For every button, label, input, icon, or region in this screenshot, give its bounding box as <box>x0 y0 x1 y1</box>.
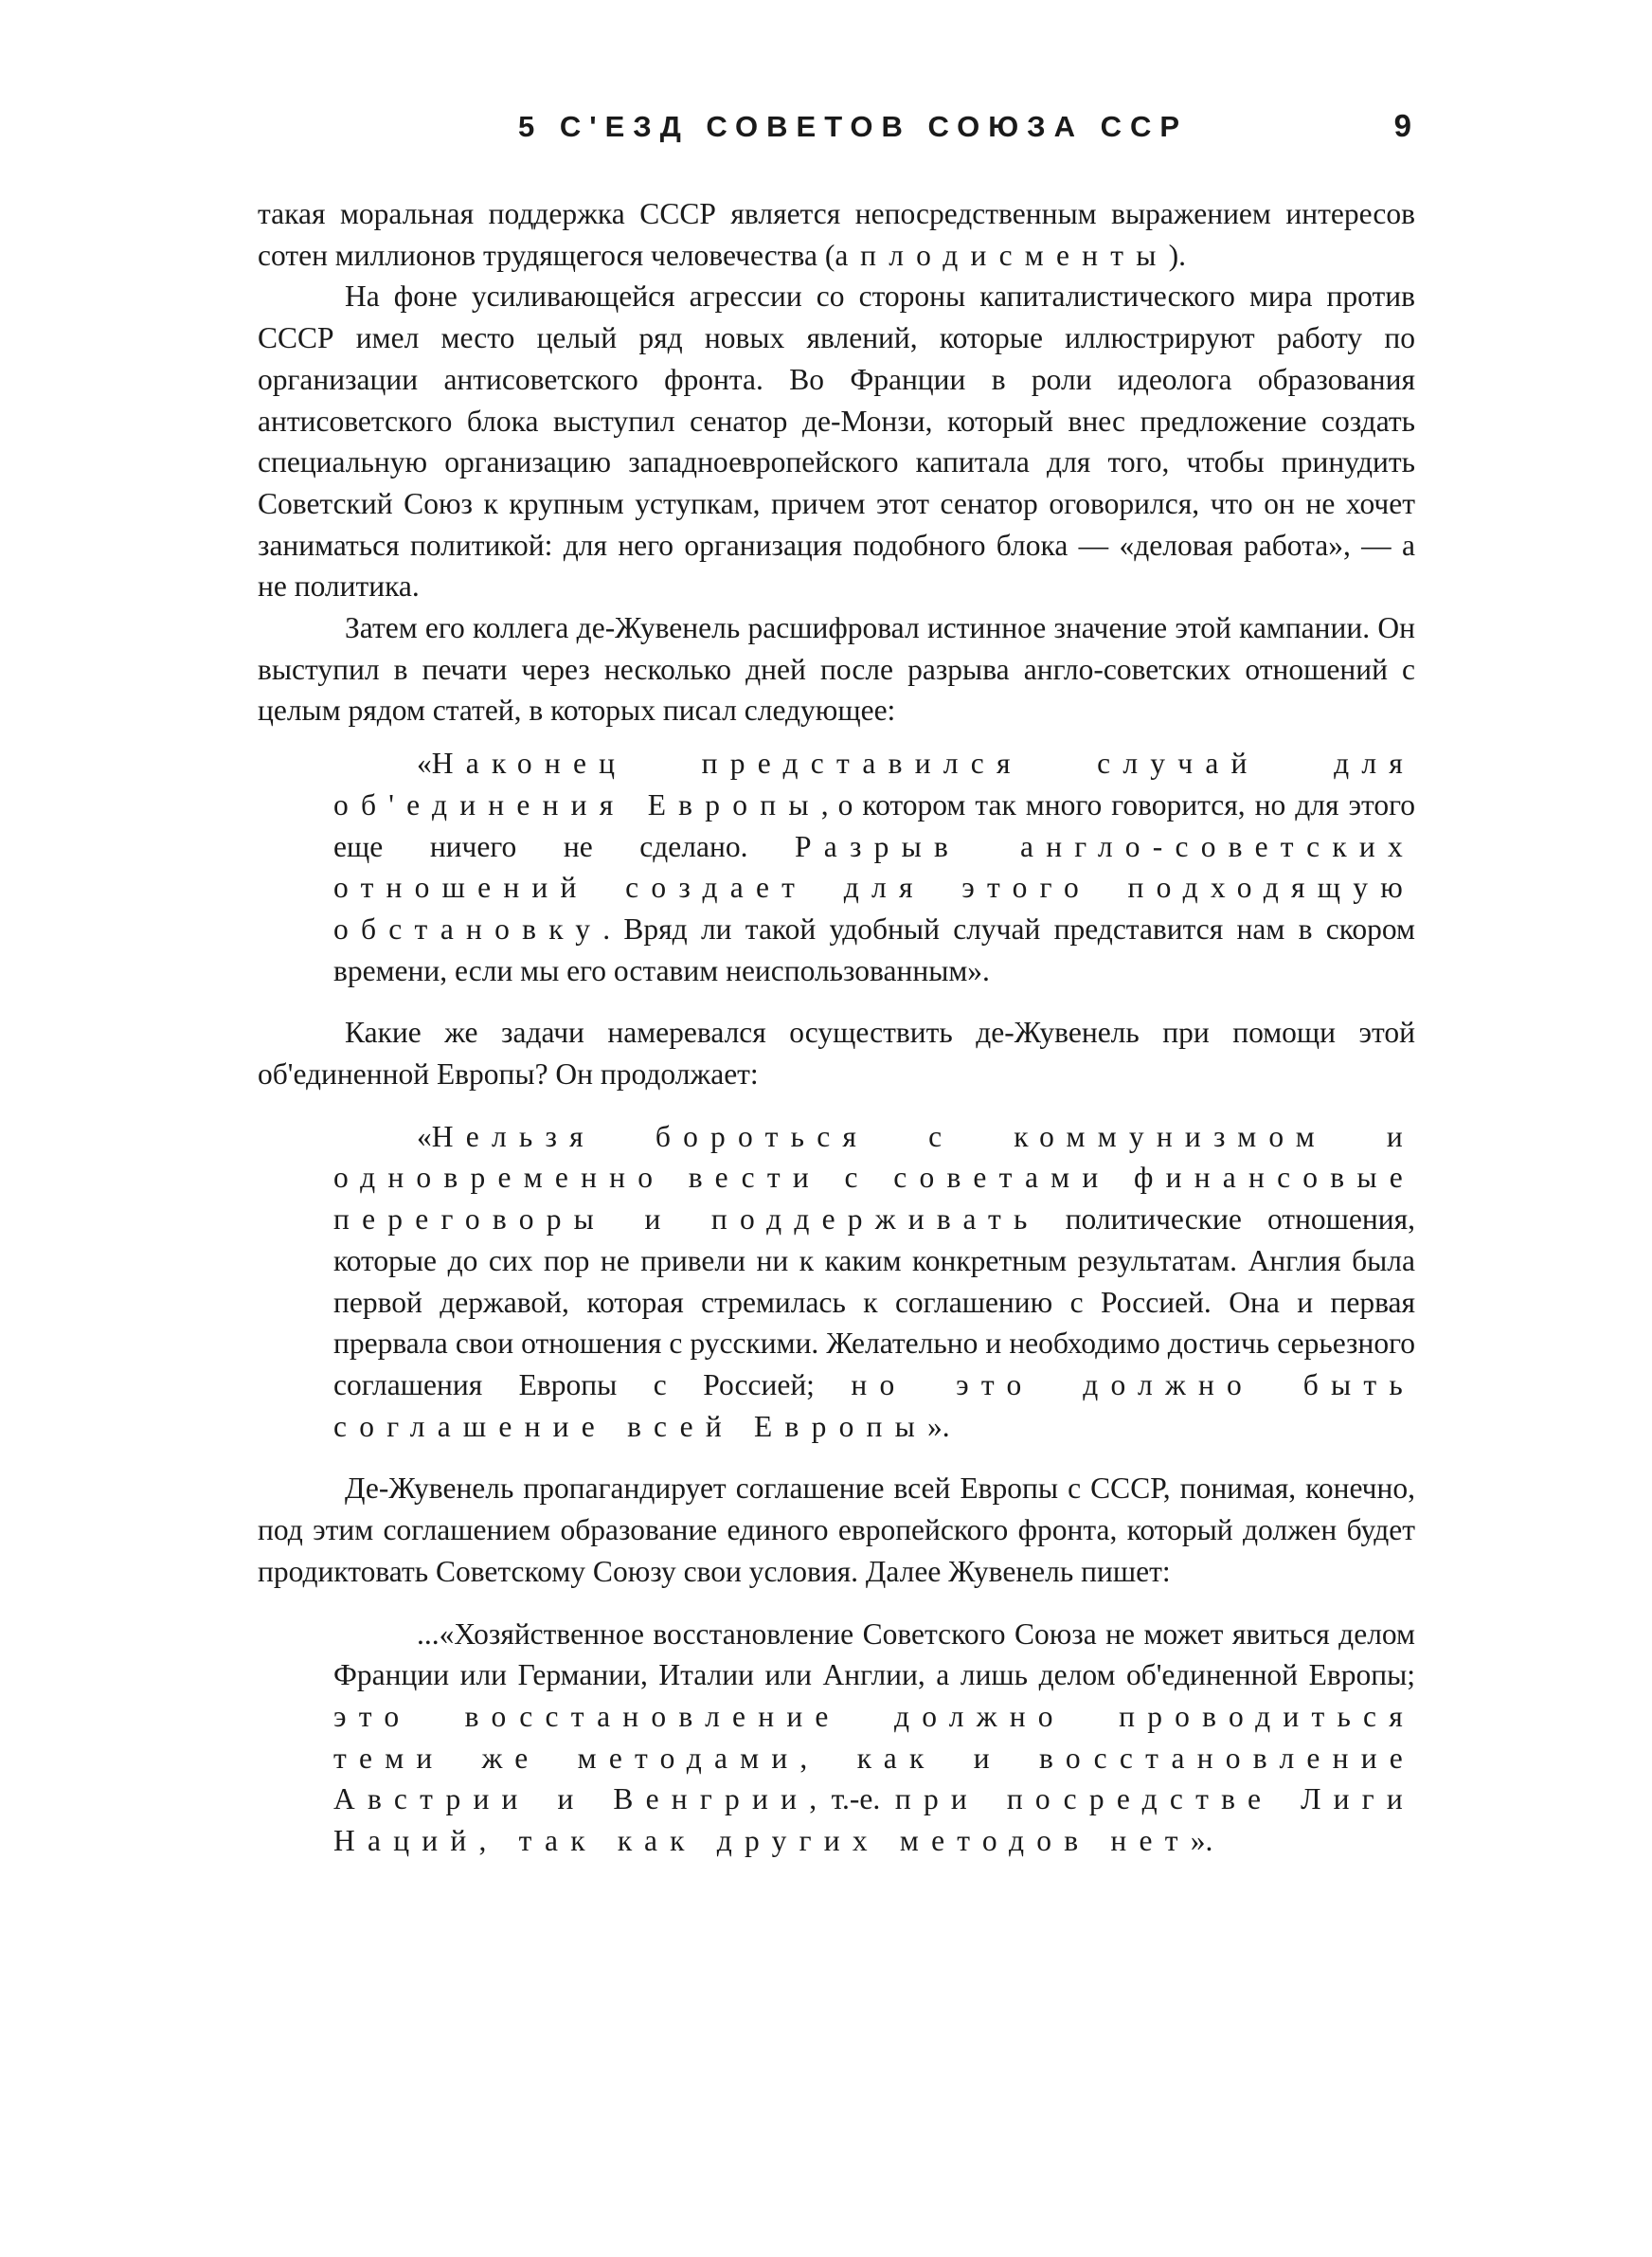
quote-2-text-1: политические отношения, которые до сих пор не привели ни к каким конкретным результатам. Англия была первой державой, которая стремилась к соглашению с Россией. Она и первая прервала свои отношения с русскими. Желательно и необходимо достичь серьезного соглашения Европы с Россией; <box>333 1202 1415 1401</box>
applause-remark: аплодисменты <box>835 238 1169 272</box>
quote-3 <box>333 1614 1415 1862</box>
paragraph-1 <box>258 193 1415 276</box>
paragraph-1-end: ). <box>1168 238 1187 272</box>
running-head <box>258 104 1415 161</box>
quote-2-emphasis-1: Нельзя бороться с коммунизмом и одновременно вести с советами финансовые переговоры и поддерживать <box>333 1119 1415 1237</box>
quote-1-open: « <box>417 747 432 781</box>
quote-1-text-2: . Вряд ли такой удобный случай представится нам в скором времени, если мы его оставим неиспользованным». <box>333 912 1415 987</box>
quote-1-emphasis-1: Наконец представился случай для об'единения Европы <box>333 747 1415 822</box>
paragraph-3: Затем его коллега де-Жувенель расшифровал истинное значение этой кампании. Он выступил в печати через несколько дней после разрыва англо-советских отношений с целым рядом статей, в которых писал следующее: <box>258 611 1415 728</box>
quote-3-emphasis-1: это восстановление должно проводиться теми же методами, как и восстановление Австрии и Венгрии <box>333 1699 1415 1816</box>
page-number: 9 <box>1393 108 1411 143</box>
paragraph-5: Де-Жувенель пропагандирует соглашение всей Европы с СССР, понимая, конечно, под этим соглашением образование единого европейского фронта, который должен будет продиктовать Советскому Союзу свои условия. Далее Жувенель пишет: <box>258 1472 1415 1588</box>
paragraph-2: На фоне усиливающейся агрессии со стороны капиталистического мира против СССР имел место целый ряд новых явлений, которые иллюстрируют работу по организации антисоветского фронта. Во Франции в роли идеолога образования антисоветского блока выступил сенатор де-Монзи, который внес предложение создать специальную организацию западноевропейского капитала для того, чтобы принудить Советский Союз к крупным уступкам, причем этот сенатор оговорился, что он не хочет заниматься политикой: для него организация подобного блока — «деловая работа», — а не политика. <box>258 280 1415 604</box>
quote-1-emphasis-2: Разрыв англо-советских отношений создает для этого подходящую обстановку <box>333 829 1415 946</box>
running-title: 5 С'ЕЗД СОВЕТОВ СОЮЗА ССР <box>518 110 1189 143</box>
quote-2-close: ». <box>927 1409 950 1443</box>
quote-1-text-1: , о котором так много говорится, но для этого еще ничего не сделано. <box>333 787 1415 863</box>
book-page <box>258 104 1415 1862</box>
paragraph-4: Какие же задачи намеревался осуществить де-Жувенель при помощи этой об'единенной Европы? Он продолжает: <box>258 1016 1415 1092</box>
body-text <box>258 193 1415 1862</box>
quote-3-text-1: ...«Хозяйственное восстановление Советского Союза не может явиться делом Франции или Германии, Италии или Англии, а лишь делом об'единенной Европы; <box>333 1616 1415 1692</box>
quote-3-emphasis-2: при посредстве Лиги Наций, так как других методов нет <box>333 1782 1415 1858</box>
quote-1 <box>333 743 1415 991</box>
quote-2-open: « <box>417 1119 432 1153</box>
quote-3-close: ». <box>1190 1824 1213 1858</box>
paragraph-1-text: такая моральная поддержка СССР является непосредственным выражением интересов сотен миллионов трудящегося человечества ( <box>258 197 1415 272</box>
quote-3-text-2: , т.-е. <box>809 1782 895 1816</box>
quote-2-emphasis-2: но это должно быть соглашение всей Европы <box>333 1367 1415 1443</box>
quote-2 <box>333 1116 1415 1448</box>
